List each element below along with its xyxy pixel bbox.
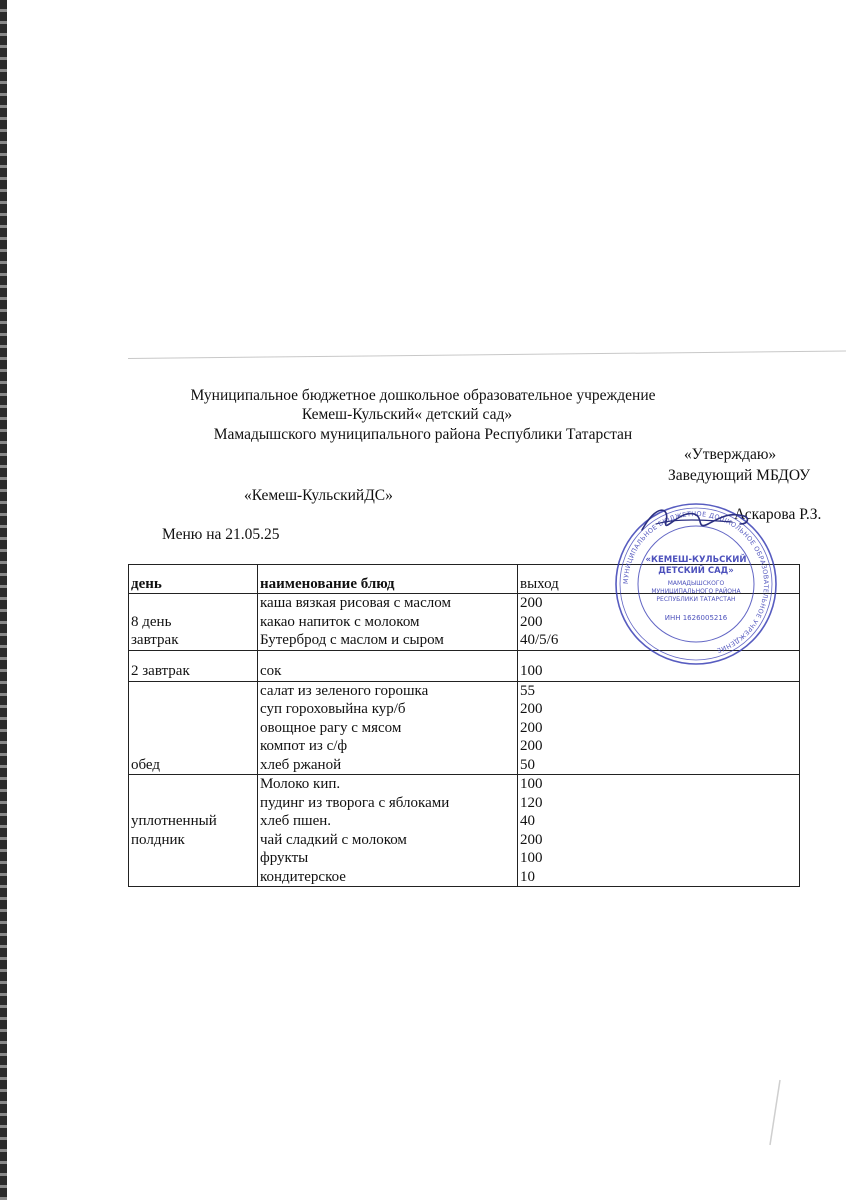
dish-text: Молоко кип.	[260, 776, 341, 792]
day-cell	[129, 681, 258, 775]
dishes-cell	[258, 650, 518, 681]
output-cell	[518, 775, 800, 887]
output-text: 200	[520, 701, 543, 717]
approval-org: «Кемеш-КульскийДС»	[244, 487, 393, 504]
output-text: 100	[520, 663, 543, 679]
output-text: 100	[520, 850, 543, 866]
scan-mark	[760, 1075, 790, 1155]
day-text: полдник	[131, 831, 185, 848]
day-cell	[129, 775, 258, 887]
output-text: 55	[520, 682, 535, 699]
stamp-line-4: МУНИЦИПАЛЬНОГО РАЙОНА	[651, 588, 741, 595]
institution-line-3: Мамадышского муниципального района Республики Татарстан	[213, 426, 633, 443]
dish-text: фрукты	[260, 850, 309, 866]
day-text: обед	[131, 756, 161, 773]
dishes-cell	[258, 594, 518, 651]
output-text: 10	[520, 868, 535, 885]
output-text: 200	[520, 831, 543, 848]
dish-text: чай сладкий с молоком	[260, 831, 407, 848]
dish-text: хлеб пшен.	[260, 813, 332, 829]
dish-text: салат из зеленого горошка	[260, 682, 429, 699]
day-cell	[129, 594, 258, 651]
dish-text: пудинг из творога с яблоками	[260, 794, 450, 811]
stamp-line-5: РЕСПУБЛИКИ ТАТАРСТАН	[656, 596, 736, 603]
stamp-line-1: «КЕМЕШ-КУЛЬСКИЙ	[645, 555, 747, 565]
day-text: 8 день	[131, 613, 172, 630]
approver-name: Аскарова Р.З.	[734, 506, 822, 523]
institution-line-1: Муниципальное бюджетное дошкольное образовательное учреждение	[190, 387, 656, 404]
stamp-line-3: МАМАДЫШСКОГО	[667, 580, 725, 587]
dish-text: каша вязкая рисовая с маслом	[260, 595, 451, 611]
stamp-ring-text: МУНИЦИПАЛЬНОЕ БЮДЖЕТНОЕ ДОШКОЛЬНОЕ ОБРАЗОВАТЕЛЬНОЕ УЧРЕЖДЕНИЕ	[621, 509, 771, 655]
output-text: 100	[520, 776, 543, 792]
day-text: уплотненный	[131, 813, 217, 829]
stamp-inn: ИНН 1626005216	[664, 614, 728, 622]
day-text: 2 завтрак	[131, 663, 190, 679]
dish-text: какао напиток с молоком	[260, 613, 420, 630]
dish-text: суп гороховыйна кур/б	[260, 701, 406, 717]
menu-title: Меню на 21.05.25	[162, 526, 280, 543]
table-row	[129, 775, 800, 887]
output-text: 200	[520, 613, 543, 630]
dish-text: сок	[260, 663, 282, 679]
dish-text: хлеб ржаной	[260, 756, 342, 773]
approval-label: «Утверждаю»	[684, 446, 777, 463]
output-text: 200	[520, 738, 543, 754]
header-day: день	[129, 565, 258, 594]
sheet-fold-line	[128, 350, 846, 359]
table-row	[129, 681, 800, 775]
dish-text: овощное рагу с мясом	[260, 719, 402, 736]
approval-position: Заведующий МБДОУ	[668, 467, 811, 484]
output-text: 50	[520, 756, 535, 773]
output-text: 200	[520, 595, 543, 611]
output-text: 40	[520, 813, 535, 829]
institution-line-2: Кемеш-Кульский« детский сад»	[301, 406, 513, 423]
output-cell	[518, 681, 800, 775]
header-dishes: наименование блюд	[258, 565, 518, 594]
output-text: 40/5/6	[520, 632, 559, 648]
stamp-line-2: ДЕТСКИЙ САД»	[658, 566, 734, 576]
scan-edge	[0, 0, 7, 1200]
output-text: 200	[520, 719, 543, 736]
dishes-cell	[258, 681, 518, 775]
signature	[636, 500, 756, 540]
header-output: выход	[518, 565, 800, 594]
dish-text: компот из с/ф	[260, 738, 348, 754]
output-text: 120	[520, 794, 543, 811]
dishes-cell	[258, 775, 518, 887]
dish-text: Бутерброд с маслом и сыром	[260, 632, 444, 648]
day-text: завтрак	[131, 632, 179, 648]
day-cell	[129, 650, 258, 681]
dish-text: кондитерское	[260, 868, 346, 885]
